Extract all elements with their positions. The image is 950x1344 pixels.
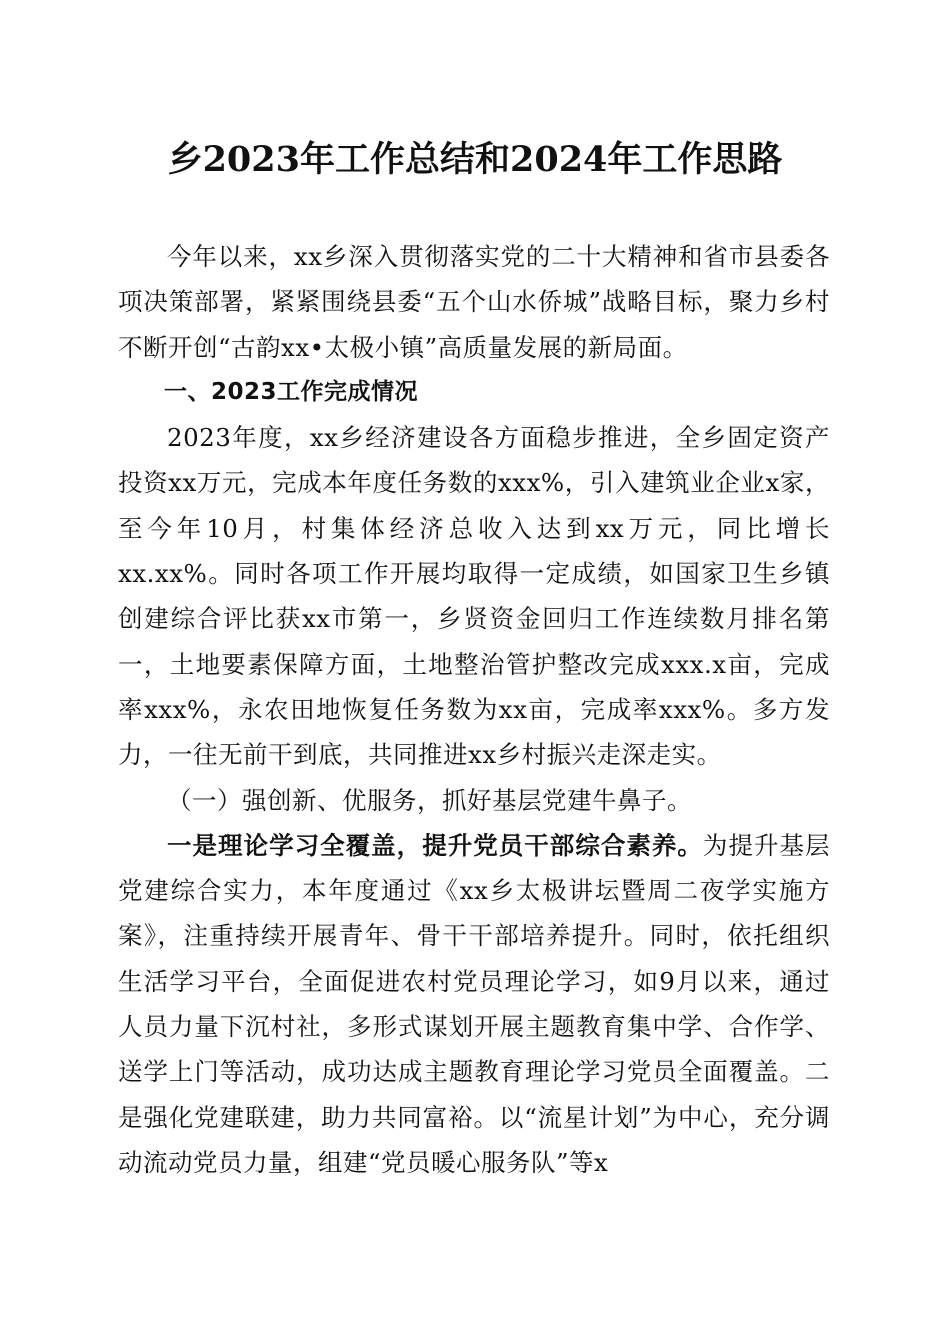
intro-paragraph: 今年以来，xx乡深入贯彻落实党的二十大精神和省市县委各项决策部署，紧紧围绕县委“五个山水侨城”战略目标，聚力乡村不断开创“古韵xx•太极小镇”高质量发展的新局面。 [118, 242, 830, 362]
document-title: 乡2023年工作总结和2024年工作思路 [167, 139, 783, 180]
section-heading: 一、2023工作完成情况 [164, 378, 419, 405]
document-body [118, 234, 830, 1185]
section-paragraph: 2023年度，xx乡经济建设各方面稳步推进，全乡固定资产投资xx万元，完成本年度任务数的xxx%，引入建筑业企业x家，至今年10月，村集体经济总收入达到xx万元，同比增长xx.xx%。同时各项工作开展均取得一定成绩，如国家卫生乡镇创建综合评比获xx市第一，乡贤资金回归工作连续数月排名第一，土地要素保障方面，土地整治管护整改完成xxx.x亩，完成率xxx%，永农田地恢复任务数为xx亩，完成率xxx%。多方发力，一往无前干到底，共同推进xx乡村振兴走深走实。 [118, 423, 830, 770]
subsection-body-text: 为提升基层党建综合实力，本年度通过《xx乡太极讲坛暨周二夜学实施方案》，注重持续开展青年、骨干干部培养提升。同时，依托组织生活学习平台，全面促进农村党员理论学习，如9月以来，通过人员力量下沉村社，多形式谋划开展主题教育集中学、合作学、送学上门等活动，成功达成主题教育理论学习党员全面覆盖。二是强化党建联建，助力共同富裕。以“流星计划”为中心，充分调动流动党员力量，组建“党员暖心服务队”等x [118, 830, 831, 1177]
subsection-heading: （一）强创新、优服务，抓好基层党建牛鼻子。 [167, 785, 692, 815]
subsection-paragraph [118, 823, 830, 1185]
subsection-lead-sentence: 一是理论学习全覆盖，提升党员干部综合素养。 [167, 830, 703, 860]
